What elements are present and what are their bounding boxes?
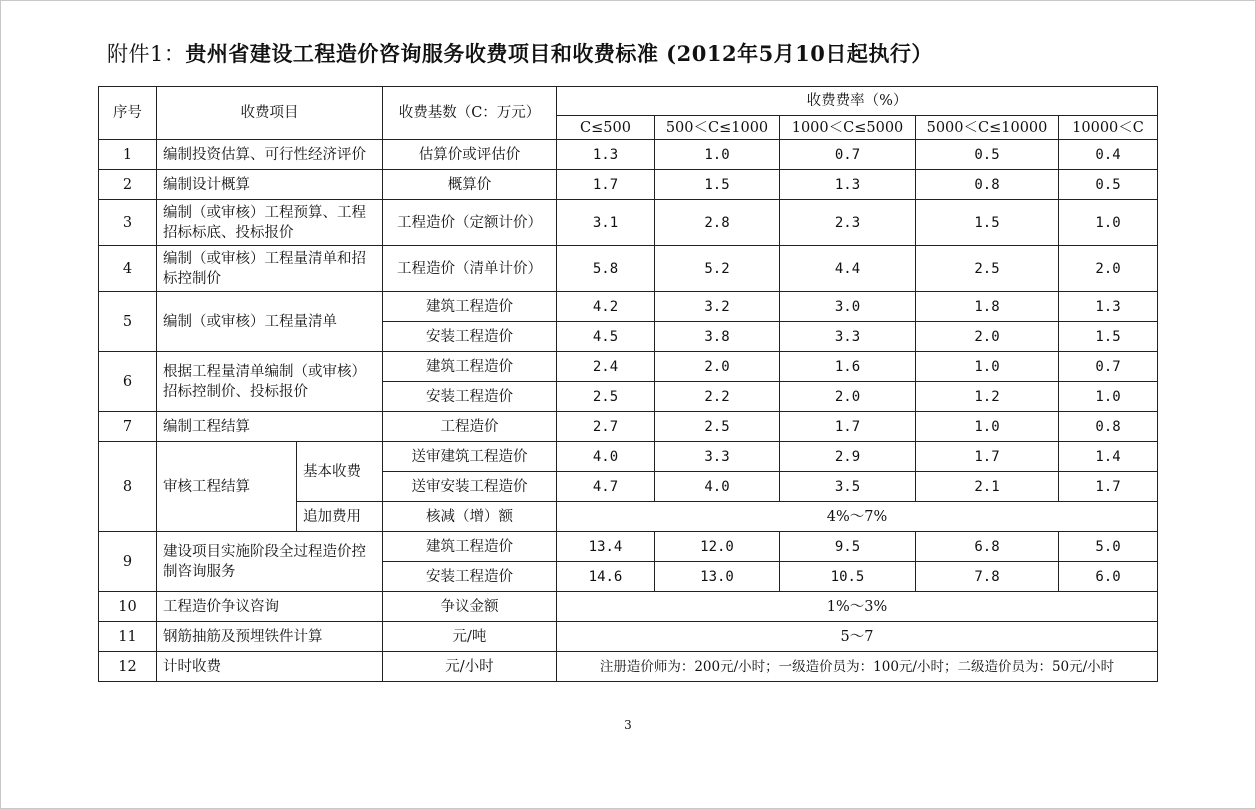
rate-cell: 0.7 (780, 140, 916, 170)
rate-cell: 2.5 (655, 412, 780, 442)
rate-cell: 4.0 (655, 472, 780, 502)
header-rate: 收费费率（%） (557, 87, 1158, 116)
rate-cell: 1.2 (916, 382, 1059, 412)
rate-cell: 2.8 (655, 200, 780, 246)
row-seq: 7 (99, 412, 157, 442)
rate-merged-cell: 5～7 (557, 622, 1158, 652)
row-base: 建筑工程造价 (383, 532, 557, 562)
table-row (99, 200, 1158, 246)
table-row (99, 246, 1158, 292)
rate-cell: 3.5 (780, 472, 916, 502)
rate-cell: 2.0 (1059, 246, 1158, 292)
table-row (99, 412, 1158, 442)
row-seq: 9 (99, 532, 157, 592)
rate-cell: 4.4 (780, 246, 916, 292)
header-item: 收费项目 (157, 87, 383, 140)
rate-cell: 2.5 (557, 382, 655, 412)
row-seq: 12 (99, 652, 157, 682)
row-item: 编制（或审核）工程量清单和招标控制价 (157, 246, 383, 292)
header-tier: 5000＜C≤10000 (916, 116, 1059, 140)
rate-cell: 1.5 (655, 170, 780, 200)
rate-cell: 1.0 (1059, 382, 1158, 412)
header-base: 收费基数（C：万元） (383, 87, 557, 140)
row-base: 安装工程造价 (383, 322, 557, 352)
rate-cell: 10.5 (780, 562, 916, 592)
row-base: 安装工程造价 (383, 382, 557, 412)
header-tier: C≤500 (557, 116, 655, 140)
row-base: 争议金额 (383, 592, 557, 622)
rate-cell: 3.8 (655, 322, 780, 352)
rate-cell: 2.9 (780, 442, 916, 472)
row-base: 送审安装工程造价 (383, 472, 557, 502)
row-base: 元/吨 (383, 622, 557, 652)
rate-cell: 2.0 (916, 322, 1059, 352)
header-row-1 (99, 87, 1158, 116)
rate-cell: 2.4 (557, 352, 655, 382)
rate-cell: 12.0 (655, 532, 780, 562)
row-seq: 3 (99, 200, 157, 246)
rate-cell: 5.2 (655, 246, 780, 292)
table-row (99, 592, 1158, 622)
rate-cell: 2.2 (655, 382, 780, 412)
rate-cell: 1.5 (916, 200, 1059, 246)
row-item: 编制（或审核）工程预算、工程招标标底、投标报价 (157, 200, 383, 246)
table-row (99, 140, 1158, 170)
page-title (107, 38, 933, 68)
rate-cell: 1.3 (557, 140, 655, 170)
rate-cell: 13.4 (557, 532, 655, 562)
row-item: 工程造价争议咨询 (157, 592, 383, 622)
row-seq: 4 (99, 246, 157, 292)
rate-cell: 5.0 (1059, 532, 1158, 562)
rate-cell: 1.0 (916, 412, 1059, 442)
row-seq: 11 (99, 622, 157, 652)
fee-table (98, 86, 1158, 682)
table-row (99, 622, 1158, 652)
rate-cell: 1.0 (1059, 200, 1158, 246)
rate-cell: 14.6 (557, 562, 655, 592)
table-row (99, 652, 1158, 682)
table-row (99, 442, 1158, 472)
header-tier: 1000＜C≤5000 (780, 116, 916, 140)
rate-cell: 1.0 (655, 140, 780, 170)
row-seq: 2 (99, 170, 157, 200)
row-item: 根据工程量清单编制（或审核）招标控制价、投标报价 (157, 352, 383, 412)
row-item: 建设项目实施阶段全过程造价控制咨询服务 (157, 532, 383, 592)
row-base: 建筑工程造价 (383, 352, 557, 382)
row-seq: 6 (99, 352, 157, 412)
table-row (99, 352, 1158, 382)
row-item: 编制投资估算、可行性经济评价 (157, 140, 383, 170)
row-base: 元/小时 (383, 652, 557, 682)
row-seq: 5 (99, 292, 157, 352)
row-base: 送审建筑工程造价 (383, 442, 557, 472)
rate-cell: 1.6 (780, 352, 916, 382)
table-row (99, 170, 1158, 200)
rate-merged-cell: 1%～3% (557, 592, 1158, 622)
rate-cell: 13.0 (655, 562, 780, 592)
rate-cell: 7.8 (916, 562, 1059, 592)
rate-cell: 2.0 (780, 382, 916, 412)
rate-cell: 3.3 (780, 322, 916, 352)
row-seq: 1 (99, 140, 157, 170)
table-row (99, 532, 1158, 562)
row-item: 编制工程结算 (157, 412, 383, 442)
row-base: 工程造价（定额计价） (383, 200, 557, 246)
rate-cell: 1.7 (780, 412, 916, 442)
row-extra-label: 追加费用 (297, 502, 383, 532)
row-basic-label: 基本收费 (297, 442, 383, 502)
table-row (99, 292, 1158, 322)
rate-cell: 0.4 (1059, 140, 1158, 170)
row-base: 安装工程造价 (383, 562, 557, 592)
rate-cell: 9.5 (780, 532, 916, 562)
row-item: 审核工程结算 (157, 442, 297, 532)
rate-cell: 4.5 (557, 322, 655, 352)
rate-cell: 0.5 (1059, 170, 1158, 200)
rate-cell: 1.0 (916, 352, 1059, 382)
rate-cell: 2.1 (916, 472, 1059, 502)
rate-cell: 1.8 (916, 292, 1059, 322)
rate-cell: 6.8 (916, 532, 1059, 562)
rate-cell: 1.7 (557, 170, 655, 200)
header-tier: 500＜C≤1000 (655, 116, 780, 140)
row-item: 计时收费 (157, 652, 383, 682)
rate-cell: 3.1 (557, 200, 655, 246)
row-base: 工程造价 (383, 412, 557, 442)
row-item: 钢筋抽筋及预埋铁件计算 (157, 622, 383, 652)
row-item: 编制设计概算 (157, 170, 383, 200)
rate-merged-cell: 4%～7% (557, 502, 1158, 532)
header-seq: 序号 (99, 87, 157, 140)
row-base: 工程造价（清单计价） (383, 246, 557, 292)
rate-cell: 4.7 (557, 472, 655, 502)
rate-cell: 4.2 (557, 292, 655, 322)
rate-cell: 1.7 (916, 442, 1059, 472)
rate-cell: 1.3 (1059, 292, 1158, 322)
page-number: 3 (624, 718, 632, 732)
rate-cell: 6.0 (1059, 562, 1158, 592)
rate-cell: 1.4 (1059, 442, 1158, 472)
title-main: 贵州省建设工程造价咨询服务收费项目和收费标准 (2012年5月10日起执行） (185, 41, 933, 66)
row-seq: 10 (99, 592, 157, 622)
rate-cell: 1.7 (1059, 472, 1158, 502)
rate-cell: 2.0 (655, 352, 780, 382)
rate-cell: 0.5 (916, 140, 1059, 170)
row-base: 概算价 (383, 170, 557, 200)
rate-merged-cell: 注册造价师为：200元/小时；一级造价员为：100元/小时；二级造价员为：50元/小时 (557, 652, 1158, 682)
rate-cell: 2.3 (780, 200, 916, 246)
rate-cell: 3.2 (655, 292, 780, 322)
row-base: 建筑工程造价 (383, 292, 557, 322)
rate-cell: 0.7 (1059, 352, 1158, 382)
rate-cell: 5.8 (557, 246, 655, 292)
row-seq: 8 (99, 442, 157, 532)
rate-cell: 2.7 (557, 412, 655, 442)
header-tier: 10000＜C (1059, 116, 1158, 140)
rate-cell: 3.0 (780, 292, 916, 322)
row-item: 编制（或审核）工程量清单 (157, 292, 383, 352)
rate-cell: 4.0 (557, 442, 655, 472)
rate-cell: 2.5 (916, 246, 1059, 292)
rate-cell: 3.3 (655, 442, 780, 472)
row-base: 核减（增）额 (383, 502, 557, 532)
rate-cell: 1.3 (780, 170, 916, 200)
rate-cell: 0.8 (1059, 412, 1158, 442)
title-prefix: 附件1： (107, 42, 186, 66)
rate-cell: 1.5 (1059, 322, 1158, 352)
rate-cell: 0.8 (916, 170, 1059, 200)
row-base: 估算价或评估价 (383, 140, 557, 170)
